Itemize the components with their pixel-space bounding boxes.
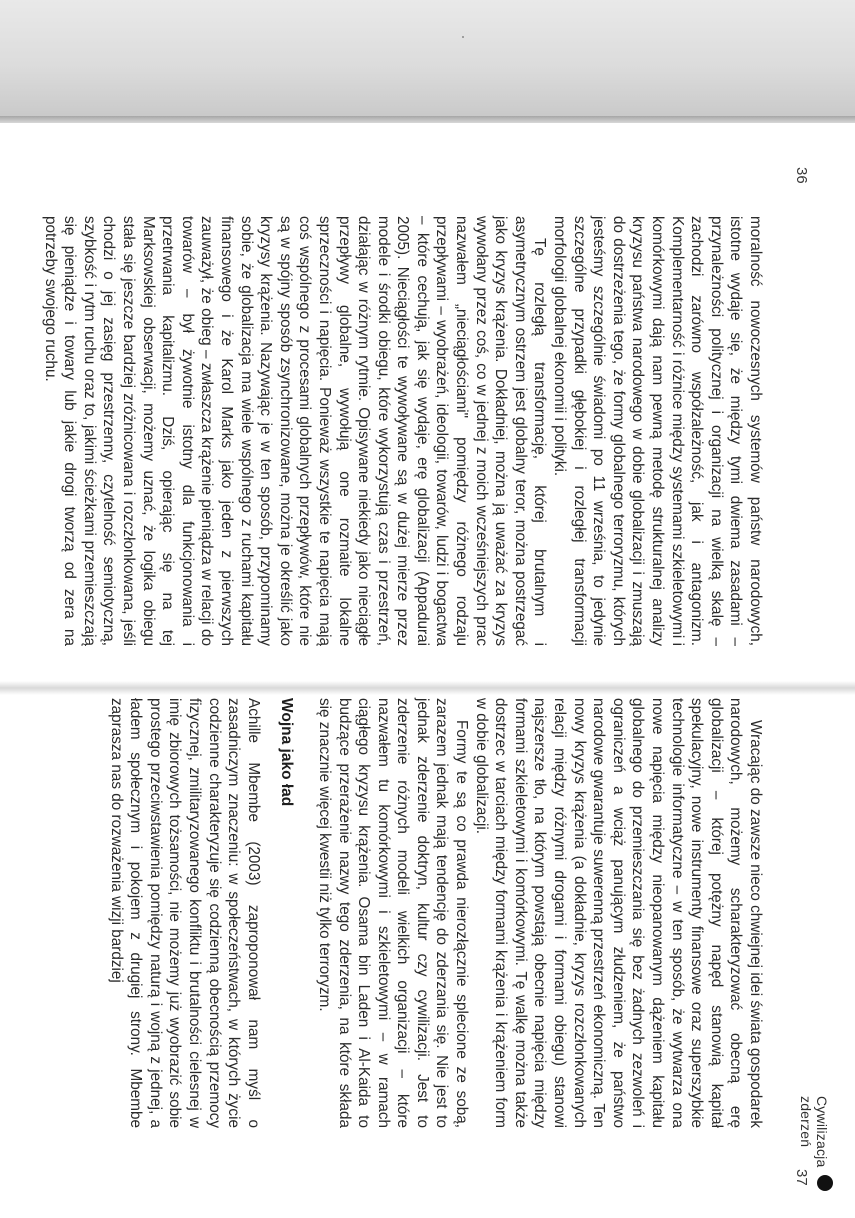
paragraph: Wracając do zawsze nieco chwiejnej idei świata gospodarek narodowych, możemy scharakteryzować obecną erę globalizacji – której potężny napęd stanowią kapitał spekulacyjny, nowe instrumenty finansowe oraz superszybkie technologie informatyczne – w ten sposób, że wytwarza ona nowe napięcia między nieopanowanym dążeniem kapitału globalnego do przemieszczania się bez żadnych zezwoleń i ograniczeń a wciąż panującym złudzeniem, że państwo narodowe gwarantuje suwerenną przestrzeń ekonomiczną. Ten nowy kryzys krążenia (a dokładnie, kryzys rozczłonkowanych relacji między różnymi drogami i formami obiegu) stanowi najszersze tło, na którym powstają obecnie napięcia między formami szkieletowymi i komórkowymi. Tę walkę można także dostrzec w tarciach między formami krążenia i krążeniem form w dobie globalizacji.: [472, 698, 764, 1128]
paragraph: Tę rozległą transformację, której brutalnym i asymetrycznym ostrzem jest globalny teror, można postrzegać jako kryzys krążenia. Dokładniej, można ją uważać za kryzys wywołany przez coś, co w jednej z moich wcześniejszych prac nazwałem „nieciągłościami" pomiędzy różnego rodzaju przepływami – wyobrażeń, ideologii, towarów, ludzi i bogactwa – które cechują, jak się wydaje, erę globalizacji (Appadurai 2005). Nieciągłości te wywoływane są w dużej mierze przez modele i środki obiegu, które wykorzystują czas i przestrzeń, działając w różnym rytmie. Opisywane niekiedy jako nieciągłe przepływy globalne, wywołują one rozmaite lokalne sprzeczności i napięcia. Ponieważ wszystkie te napięcia mają coś wspólnego z procesami globalnych przepływów, które nie są w spójny sposób zsynchronizowane, można je określić jako kryzysy krążenia. Nazywając je w ten sposób, przypominamy sobie, że globalizacja ma wiele wspólnego z ruchami kapitału finansowego i że Karol Marks jako jeden z pierwszych zauważył, że obieg – zwłaszcza krążenie pieniądza w relacji do towarów – był żywotnie istotny dla funkcjonowania i przetrwania kapitalizmu. Dziś, opierając się na tej Marksowskiej obserwacji, możemy uznać, że logika obiegu stała się jeszcze bardziej zróżnicowana i rozczłonkowana, jeśli chodzi o jej zasięg przestrzenny, czytelność semiotyczną, szybkość i rytm ruchu oraz to, jakimi ścieżkami przemieszczają się pieniądze i towary lub jakie drogi tworzą od zera na potrzeby swojego ruchu.: [41, 216, 549, 646]
page-number-right: 37: [793, 1169, 810, 1186]
left-page-text: [40, 216, 765, 646]
scan-speck: [462, 36, 464, 38]
right-page-text: [106, 698, 765, 1128]
paragraph: Formy te są co prawda nierozłącznie splecione ze sobą, zarazem jednak mają tendencję do zderzania się. Nie jest to jednak zderzenie doktryn, kultur czy cywilizacji. Jest to zderzenie różnych modeli wielkich organizacji – które nazwałem tu komórkowymi i szkieletowymi – w ramach ciągłego kryzysu krążenia. Osama bin Laden i Al-Kaida to budzące przerażenie nazwy tego zderzenia, na które składa się znacznie więcej kwestii niż tylko terroryzm.: [315, 698, 471, 1128]
bullet-icon: [817, 1175, 833, 1191]
paragraph: Achille Mbembe (2003) zaproponował nam myśl o zasadniczym znaczeniu: w społeczeństwach, w których życie codzienne charakteryzuje się codzienną obecnością przemocy fizycznej, zmilitaryzowanego konfliktu i brutalności cielesnej w imię zbiorowych tożsamości, nie możemy już wyobrazić sobie prostego przeciwstawienia pomiędzy naturą i wojną z jednej, a ładem społecznym i pokojem z drugiej strony. Mbembe zaprasza nas do rozważenia wizji bardziej: [107, 698, 262, 1128]
paragraph: moralność nowoczesnych systemów państw narodowych, istotne wydaje się, że między tymi dwiema zasadami – przynależności politycznej i organizacji na wielką skalę – zachodzi zarówno współzależność, jak i antagonizm. Komplementarność i różnice między systemami szkieletowymi i komórkowymi dają nam pewną metodę strukturalnej analizy kryzysu państwa narodowego w dobie globalizacji i zmuszają do dostrzeżenia tego, że formy globalnego terroryzmu, których jesteśmy szczególnie świadomi po 11 września, to jedynie szczególne przypadki głębokiej i rozległej transformacji morfologii globalnej ekonomii i polityki.: [551, 216, 764, 646]
page-number-left: 36: [793, 167, 810, 184]
rotated-book-spread: [0, 121, 855, 1218]
section-heading: Wojna jako ład: [278, 698, 296, 807]
running-head: Cywilizacja zderzeń: [798, 1096, 830, 1168]
scanner-band: [0, 0, 855, 118]
page-header: [783, 121, 855, 1218]
